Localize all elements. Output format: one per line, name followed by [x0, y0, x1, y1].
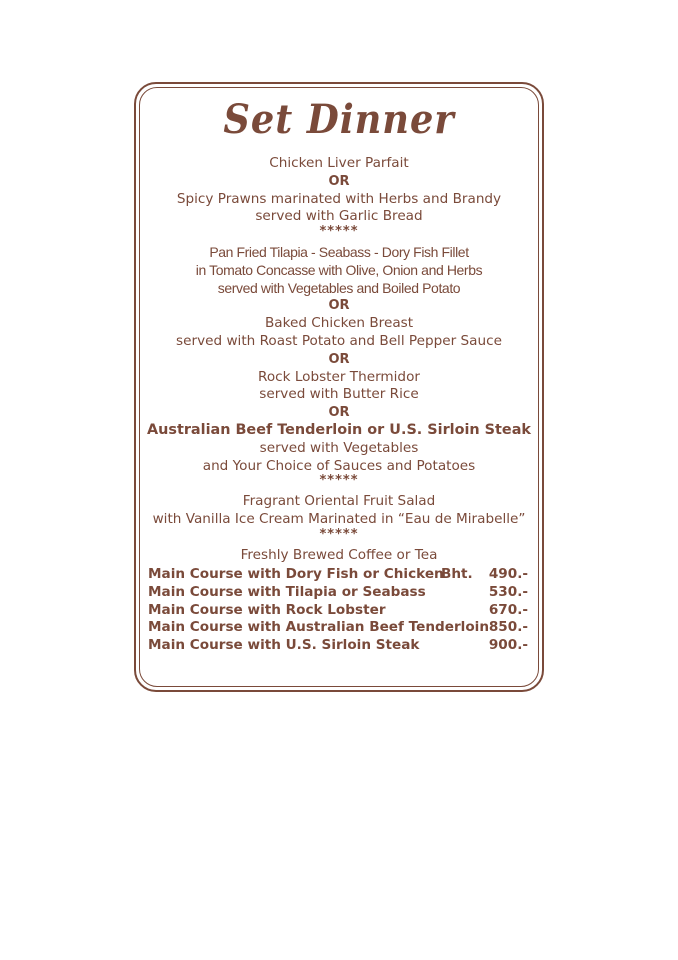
course-divider: ***** [319, 224, 359, 240]
course-divider: ***** [319, 526, 359, 542]
price-list [148, 566, 532, 655]
or-separator: OR [328, 173, 350, 189]
course-name: Main Course with Tilapia or Seabass [148, 583, 426, 600]
course-divider: ***** [319, 473, 359, 489]
price-value: 900.- [488, 637, 528, 654]
menu-line: served with Vegetables and Boiled Potato [217, 279, 461, 296]
menu-line: served with Garlic Bread [255, 208, 423, 225]
menu-line: and Your Choice of Sauces and Potatoes [202, 457, 476, 474]
course-name: Main Course with Australian Beef Tenderloin [148, 619, 490, 636]
menu-line: in Tomato Concasse with Olive, Onion and Herbs [195, 261, 483, 278]
course-name: Main Course with U.S. Sirloin Steak [148, 637, 420, 654]
or-separator: OR [328, 405, 350, 421]
menu-line: Pan Fried Tilapia - Seabass - Dory Fish Fillet [209, 243, 469, 260]
price-row [148, 566, 532, 584]
price-row [148, 602, 532, 620]
price-value: 850.- [488, 619, 528, 636]
price-value: 670.- [488, 601, 528, 618]
menu-line: served with Vegetables [259, 439, 419, 456]
price-row [148, 584, 532, 602]
menu-line: Australian Beef Tenderloin or U.S. Sirloin Steak [147, 421, 531, 438]
course-name: Main Course with Rock Lobster [148, 601, 386, 618]
price-value: 490.- [488, 566, 528, 582]
menu-line: Baked Chicken Breast [264, 315, 414, 332]
menu-line: Freshly Brewed Coffee or Tea [240, 546, 438, 563]
price-row [148, 619, 532, 637]
menu-line: Chicken Liver Parfait [269, 155, 409, 171]
menu-line: with Vanilla Ice Cream Marinated in “Eau de Mirabelle” [152, 510, 526, 527]
menu-line: Fragrant Oriental Fruit Salad [242, 493, 436, 510]
menu-course-list [139, 155, 539, 564]
menu-line: Rock Lobster Thermidor [258, 368, 420, 385]
menu-title: Set Dinner [223, 96, 455, 143]
currency-label: Bht. [441, 566, 473, 582]
menu-line: served with Butter Rice [259, 386, 419, 403]
or-separator: OR [328, 351, 350, 367]
menu-line: served with Roast Potato and Bell Pepper Sauce [176, 332, 502, 349]
course-name: Main Course with Dory Fish or Chicken [148, 566, 444, 582]
price-row [148, 637, 532, 655]
price-value: 530.- [488, 583, 528, 600]
or-separator: OR [328, 298, 350, 314]
menu-line: Spicy Prawns marinated with Herbs and Brandy [176, 190, 502, 207]
